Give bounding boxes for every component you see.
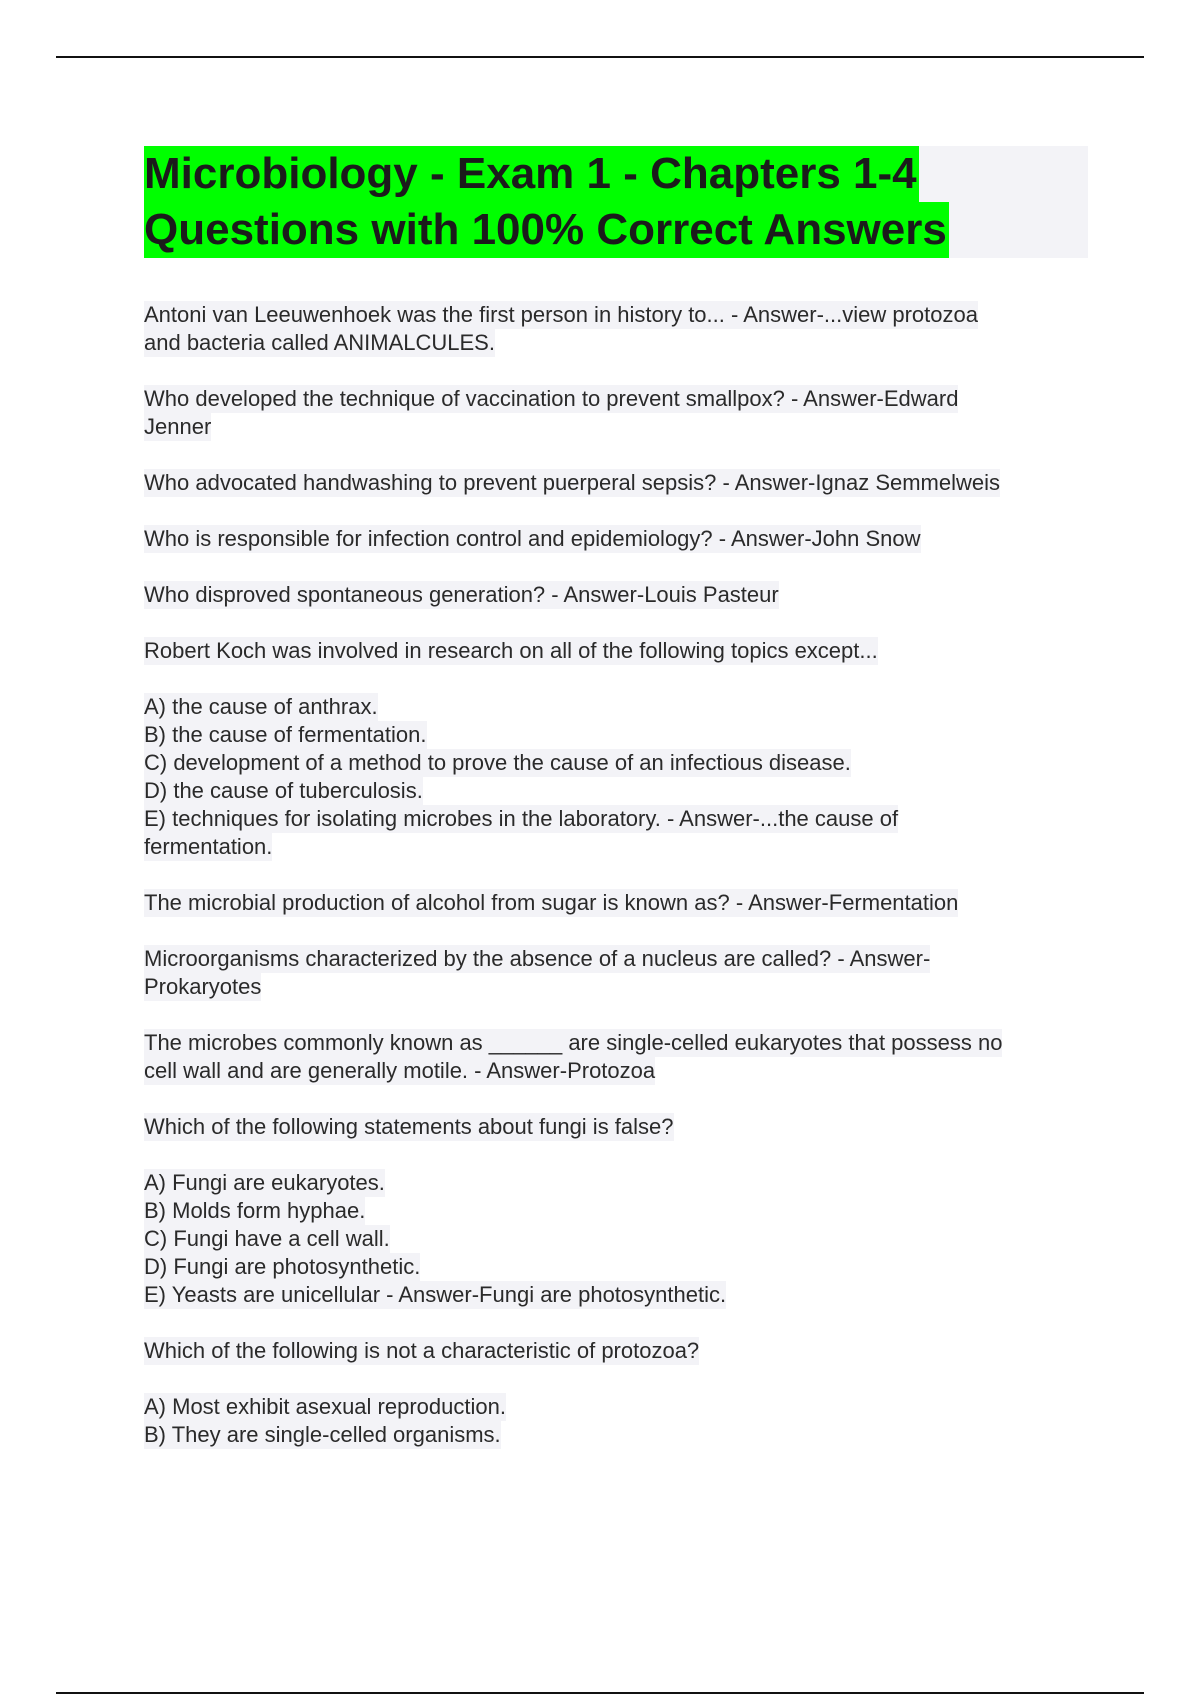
text-line: Who disproved spontaneous generation? - Answer-Louis Pasteur [144, 582, 779, 607]
bottom-rule [56, 1692, 1144, 1694]
option-line: C) Fungi have a cell wall. [144, 1226, 390, 1251]
qa-paragraph [144, 301, 1094, 357]
text-line: Prokaryotes [144, 974, 262, 999]
option-line: E) techniques for isolating microbes in the laboratory. - Answer-...the cause of [144, 806, 899, 831]
qa-paragraph [144, 385, 1094, 441]
qa-paragraph [144, 469, 1094, 497]
text-line: Who developed the technique of vaccination to prevent smallpox? - Answer-Edward [144, 386, 959, 411]
option-line: B) the cause of fermentation. [144, 722, 427, 747]
text-line: Microorganisms characterized by the absence of a nucleus are called? - Answer- [144, 946, 931, 971]
qa-paragraph [144, 581, 1094, 609]
text-line: Who is responsible for infection control and epidemiology? - Answer-John Snow [144, 526, 921, 551]
option-line: fermentation. [144, 834, 273, 859]
answer-options [144, 1169, 1094, 1309]
text-line: The microbes commonly known as ______ are single-celled eukaryotes that possess no [144, 1030, 1003, 1055]
top-rule [56, 56, 1144, 58]
option-line: C) development of a method to prove the cause of an infectious disease. [144, 750, 851, 775]
text-line: and bacteria called ANIMALCULES. [144, 330, 495, 355]
document-title [144, 146, 1088, 258]
text-line: Which of the following is not a characteristic of protozoa? [144, 1338, 700, 1363]
option-line: D) the cause of tuberculosis. [144, 778, 423, 803]
option-line: E) Yeasts are unicellular - Answer-Fungi are photosynthetic. [144, 1282, 727, 1307]
option-line: B) Molds form hyphae. [144, 1198, 366, 1223]
question-list [144, 301, 1094, 1477]
qa-paragraph [144, 945, 1094, 1001]
option-line: A) Most exhibit asexual reproduction. [144, 1394, 506, 1419]
option-line: A) the cause of anthrax. [144, 694, 378, 719]
answer-options [144, 1393, 1094, 1449]
qa-paragraph [144, 889, 1094, 917]
option-line: D) Fungi are photosynthetic. [144, 1254, 421, 1279]
text-line: Antoni van Leeuwenhoek was the first person in history to... - Answer-...view protozoa [144, 302, 978, 327]
text-line: Robert Koch was involved in research on all of the following topics except... [144, 638, 878, 663]
qa-paragraph [144, 1337, 1094, 1365]
text-line: The microbial production of alcohol from sugar is known as? - Answer-Fermentation [144, 890, 959, 915]
text-line: Which of the following statements about fungi is false? [144, 1114, 674, 1139]
title-line: Microbiology - Exam 1 - Chapters 1-4 [144, 146, 919, 202]
text-line: Jenner [144, 414, 212, 439]
answer-options [144, 693, 1094, 861]
qa-paragraph [144, 1029, 1094, 1085]
option-line: B) They are single-celled organisms. [144, 1422, 501, 1447]
qa-paragraph [144, 525, 1094, 553]
option-line: A) Fungi are eukaryotes. [144, 1170, 385, 1195]
qa-paragraph [144, 637, 1094, 665]
text-line: cell wall and are generally motile. - Answer-Protozoa [144, 1058, 656, 1083]
text-line: Who advocated handwashing to prevent puerperal sepsis? - Answer-Ignaz Semmelweis [144, 470, 1001, 495]
title-line: Questions with 100% Correct Answers [144, 202, 949, 258]
qa-paragraph [144, 1113, 1094, 1141]
